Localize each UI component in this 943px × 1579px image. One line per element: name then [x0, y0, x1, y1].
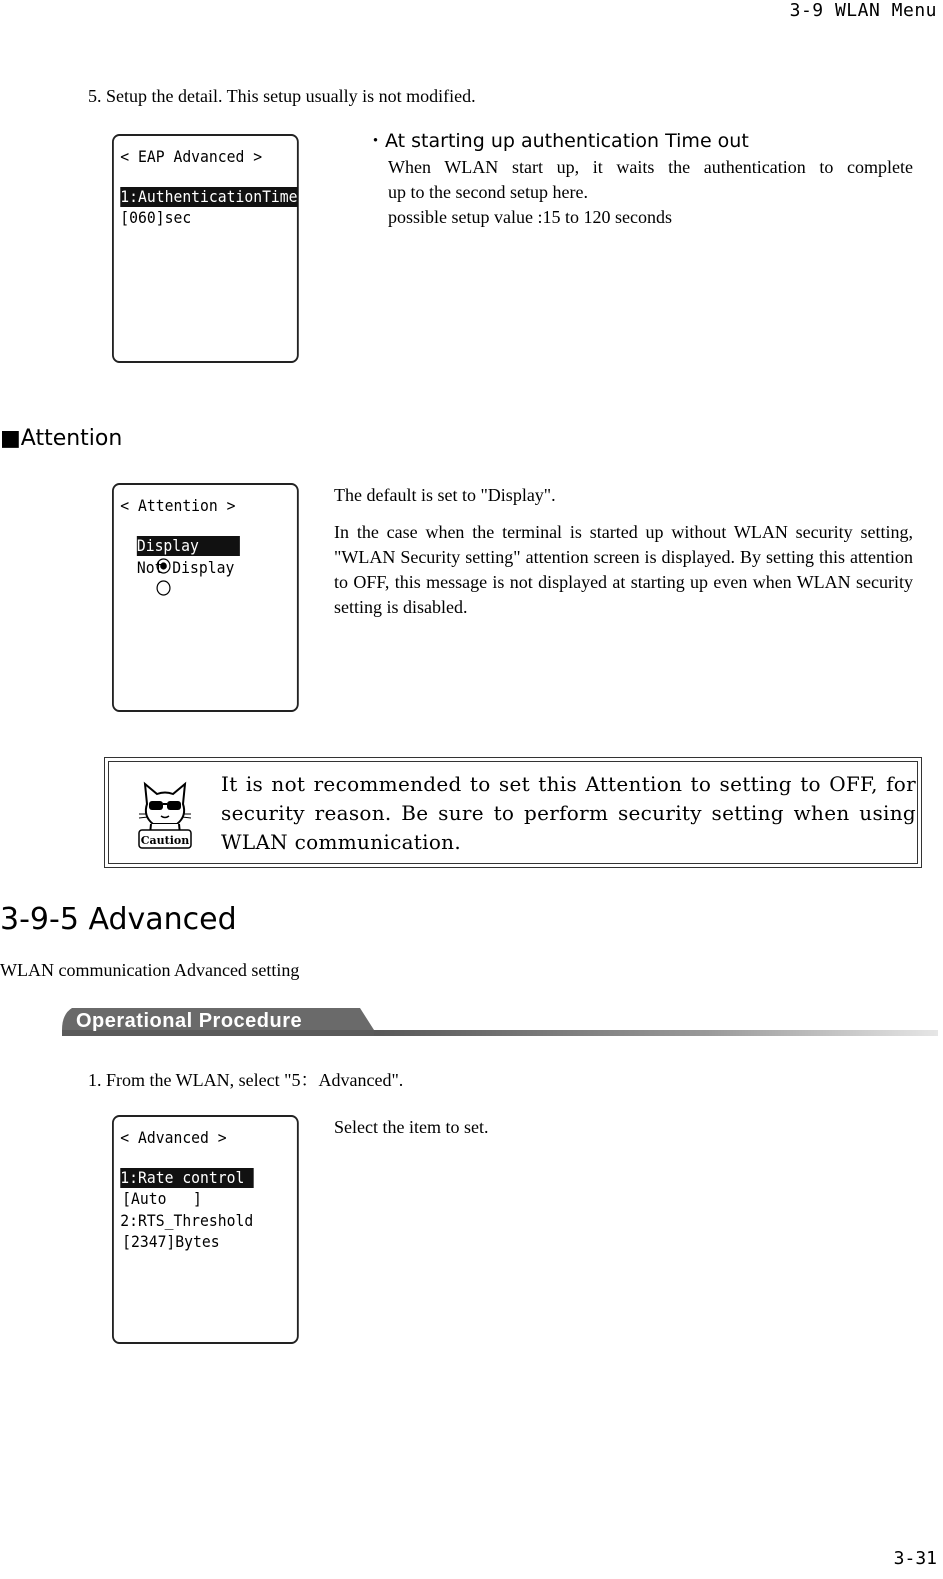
- step-1-text: 1. From the WLAN, select "5：Advanced".: [88, 1070, 404, 1090]
- selected-menu-item: 1:Rate control: [120, 1168, 253, 1188]
- screen-title: < EAP Advanced >: [120, 147, 263, 166]
- attention-description: In the case when the terminal is started up without WLAN security setting, "WLAN Security setting" attention screen is displayed. By setting this attention to OFF, this message is not displayed at starting up even when WLAN security setting is disabled.: [334, 522, 913, 617]
- page-number: 3-31: [893, 1548, 937, 1569]
- section-title: 3-9-5 Advanced: [0, 902, 237, 937]
- page-header: 3-9 WLAN Menu: [789, 0, 937, 21]
- rts-value: [2347]Bytes: [122, 1232, 220, 1251]
- screen-title: < Advanced >: [120, 1128, 227, 1147]
- description-line-2: up to the second setup here.: [388, 182, 588, 202]
- advanced-screen: [112, 1115, 299, 1344]
- rate-control-value: [Auto ]: [122, 1189, 202, 1208]
- attention-default-text: The default is set to "Display".: [334, 485, 556, 505]
- eap-advanced-screen: [112, 134, 299, 363]
- attention-screen: [112, 483, 299, 712]
- caution-cat-icon: [137, 780, 193, 857]
- caution-sign-label: Caution: [140, 834, 190, 847]
- advanced-description: Select the item to set.: [334, 1117, 489, 1137]
- description-line-1: When WLAN start up, it waits the authentication to complete: [388, 157, 913, 177]
- screen-title: < Attention >: [120, 496, 236, 515]
- option-not-display: Not Display: [136, 558, 235, 577]
- step-5-text: 5. Setup the detail. This setup usually is not modified.: [88, 86, 476, 106]
- bullet-heading: ・At starting up authentication Time out: [366, 130, 749, 152]
- option-display: Display: [137, 536, 240, 556]
- menu-item-rts: 2:RTS_Threshold: [120, 1211, 254, 1230]
- caution-text: It is not recommended to set this Attention to setting to OFF, for security reason. Be sure to perform security setting when using WLAN communication.: [221, 772, 916, 854]
- caution-box: [104, 757, 922, 868]
- operational-procedure-banner: [62, 1008, 938, 1036]
- description-line-3: possible setup value :15 to 120 seconds: [388, 207, 672, 227]
- attention-heading: ■Attention: [0, 426, 123, 451]
- operational-procedure-label: Operational Procedure: [76, 1010, 303, 1032]
- menu-item-value: [060]sec: [120, 208, 192, 227]
- section-subtitle: WLAN communication Advanced setting: [0, 960, 300, 980]
- selected-menu-item: 1:AuthenticationTime: [120, 187, 298, 206]
